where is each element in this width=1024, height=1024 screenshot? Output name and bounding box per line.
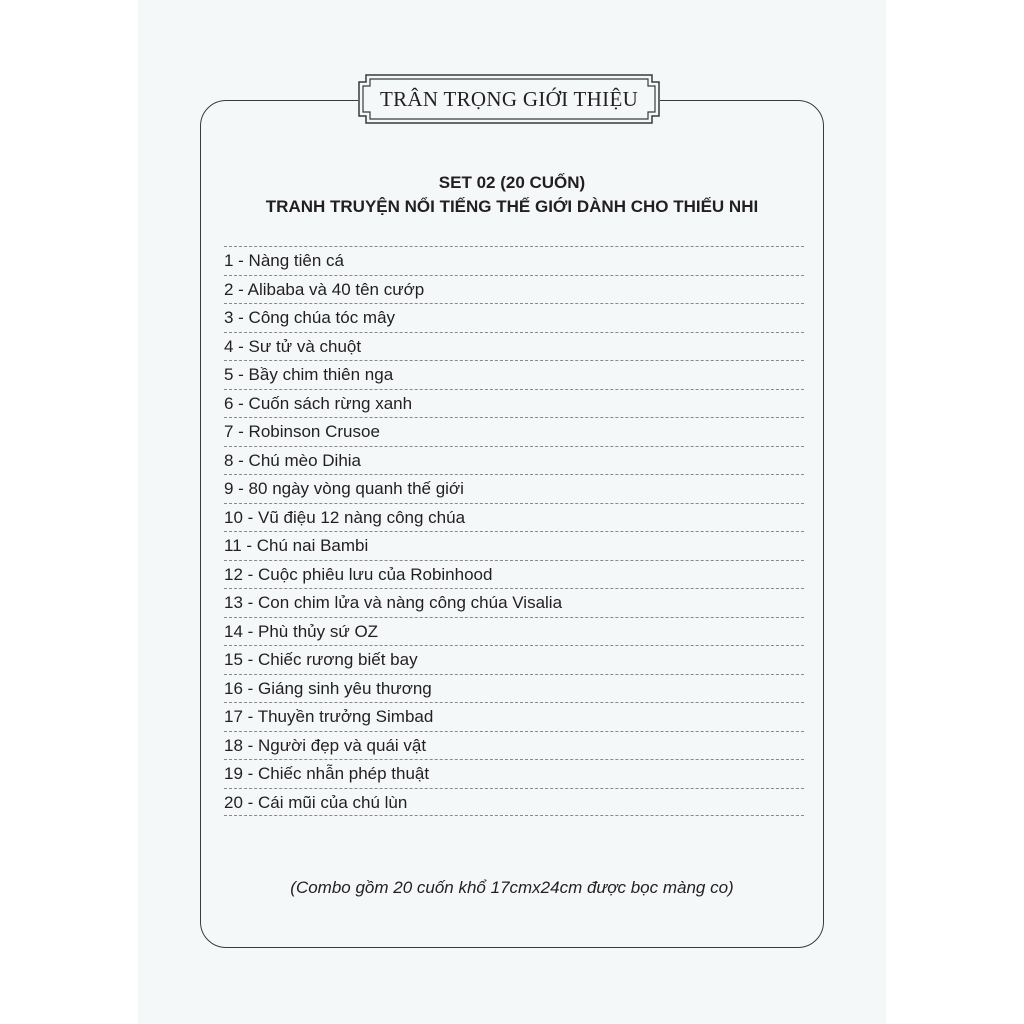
list-item: 2 - Alibaba và 40 tên cướp xyxy=(224,275,804,304)
list-item: 14 - Phù thủy sứ OZ xyxy=(224,617,804,646)
list-item: 7 - Robinson Crusoe xyxy=(224,417,804,446)
list-item: 20 - Cái mũi của chú lùn xyxy=(224,788,804,817)
list-item: 11 - Chú nai Bambi xyxy=(224,531,804,560)
series-title: TRANH TRUYỆN NỔI TIẾNG THẾ GIỚI DÀNH CHO THIẾU NHI xyxy=(265,197,759,216)
list-item: 10 - Vũ điệu 12 nàng công chúa xyxy=(224,503,804,532)
set-title: SET 02 (20 CUỐN) xyxy=(438,173,586,192)
list-item: 8 - Chú mèo Dihia xyxy=(224,446,804,475)
list-item: 1 - Nàng tiên cá xyxy=(224,246,804,275)
list-item: 9 - 80 ngày vòng quanh thế giới xyxy=(224,474,804,503)
list-item: 13 - Con chim lửa và nàng công chúa Visalia xyxy=(224,588,804,617)
list-item: 3 - Công chúa tóc mây xyxy=(224,303,804,332)
list-item: 15 - Chiếc rương biết bay xyxy=(224,645,804,674)
packaging-note: (Combo gồm 20 cuốn khổ 17cmx24cm được bọc màng co) xyxy=(290,878,734,897)
list-item: 19 - Chiếc nhẫn phép thuật xyxy=(224,759,804,788)
list-item: 6 - Cuốn sách rừng xanh xyxy=(224,389,804,418)
list-item: 18 - Người đẹp và quái vật xyxy=(224,731,804,760)
list-item: 12 - Cuộc phiêu lưu của Robinhood xyxy=(224,560,804,589)
book-list xyxy=(224,246,804,816)
list-item: 16 - Giáng sinh yêu thương xyxy=(224,674,804,703)
banner-title: TRÂN TRỌNG GIỚI THIỆU xyxy=(379,86,639,111)
list-item: 17 - Thuyền trưởng Simbad xyxy=(224,702,804,731)
list-item: 4 - Sư tử và chuột xyxy=(224,332,804,361)
list-item: 5 - Bầy chim thiên nga xyxy=(224,360,804,389)
title-banner xyxy=(358,74,660,124)
